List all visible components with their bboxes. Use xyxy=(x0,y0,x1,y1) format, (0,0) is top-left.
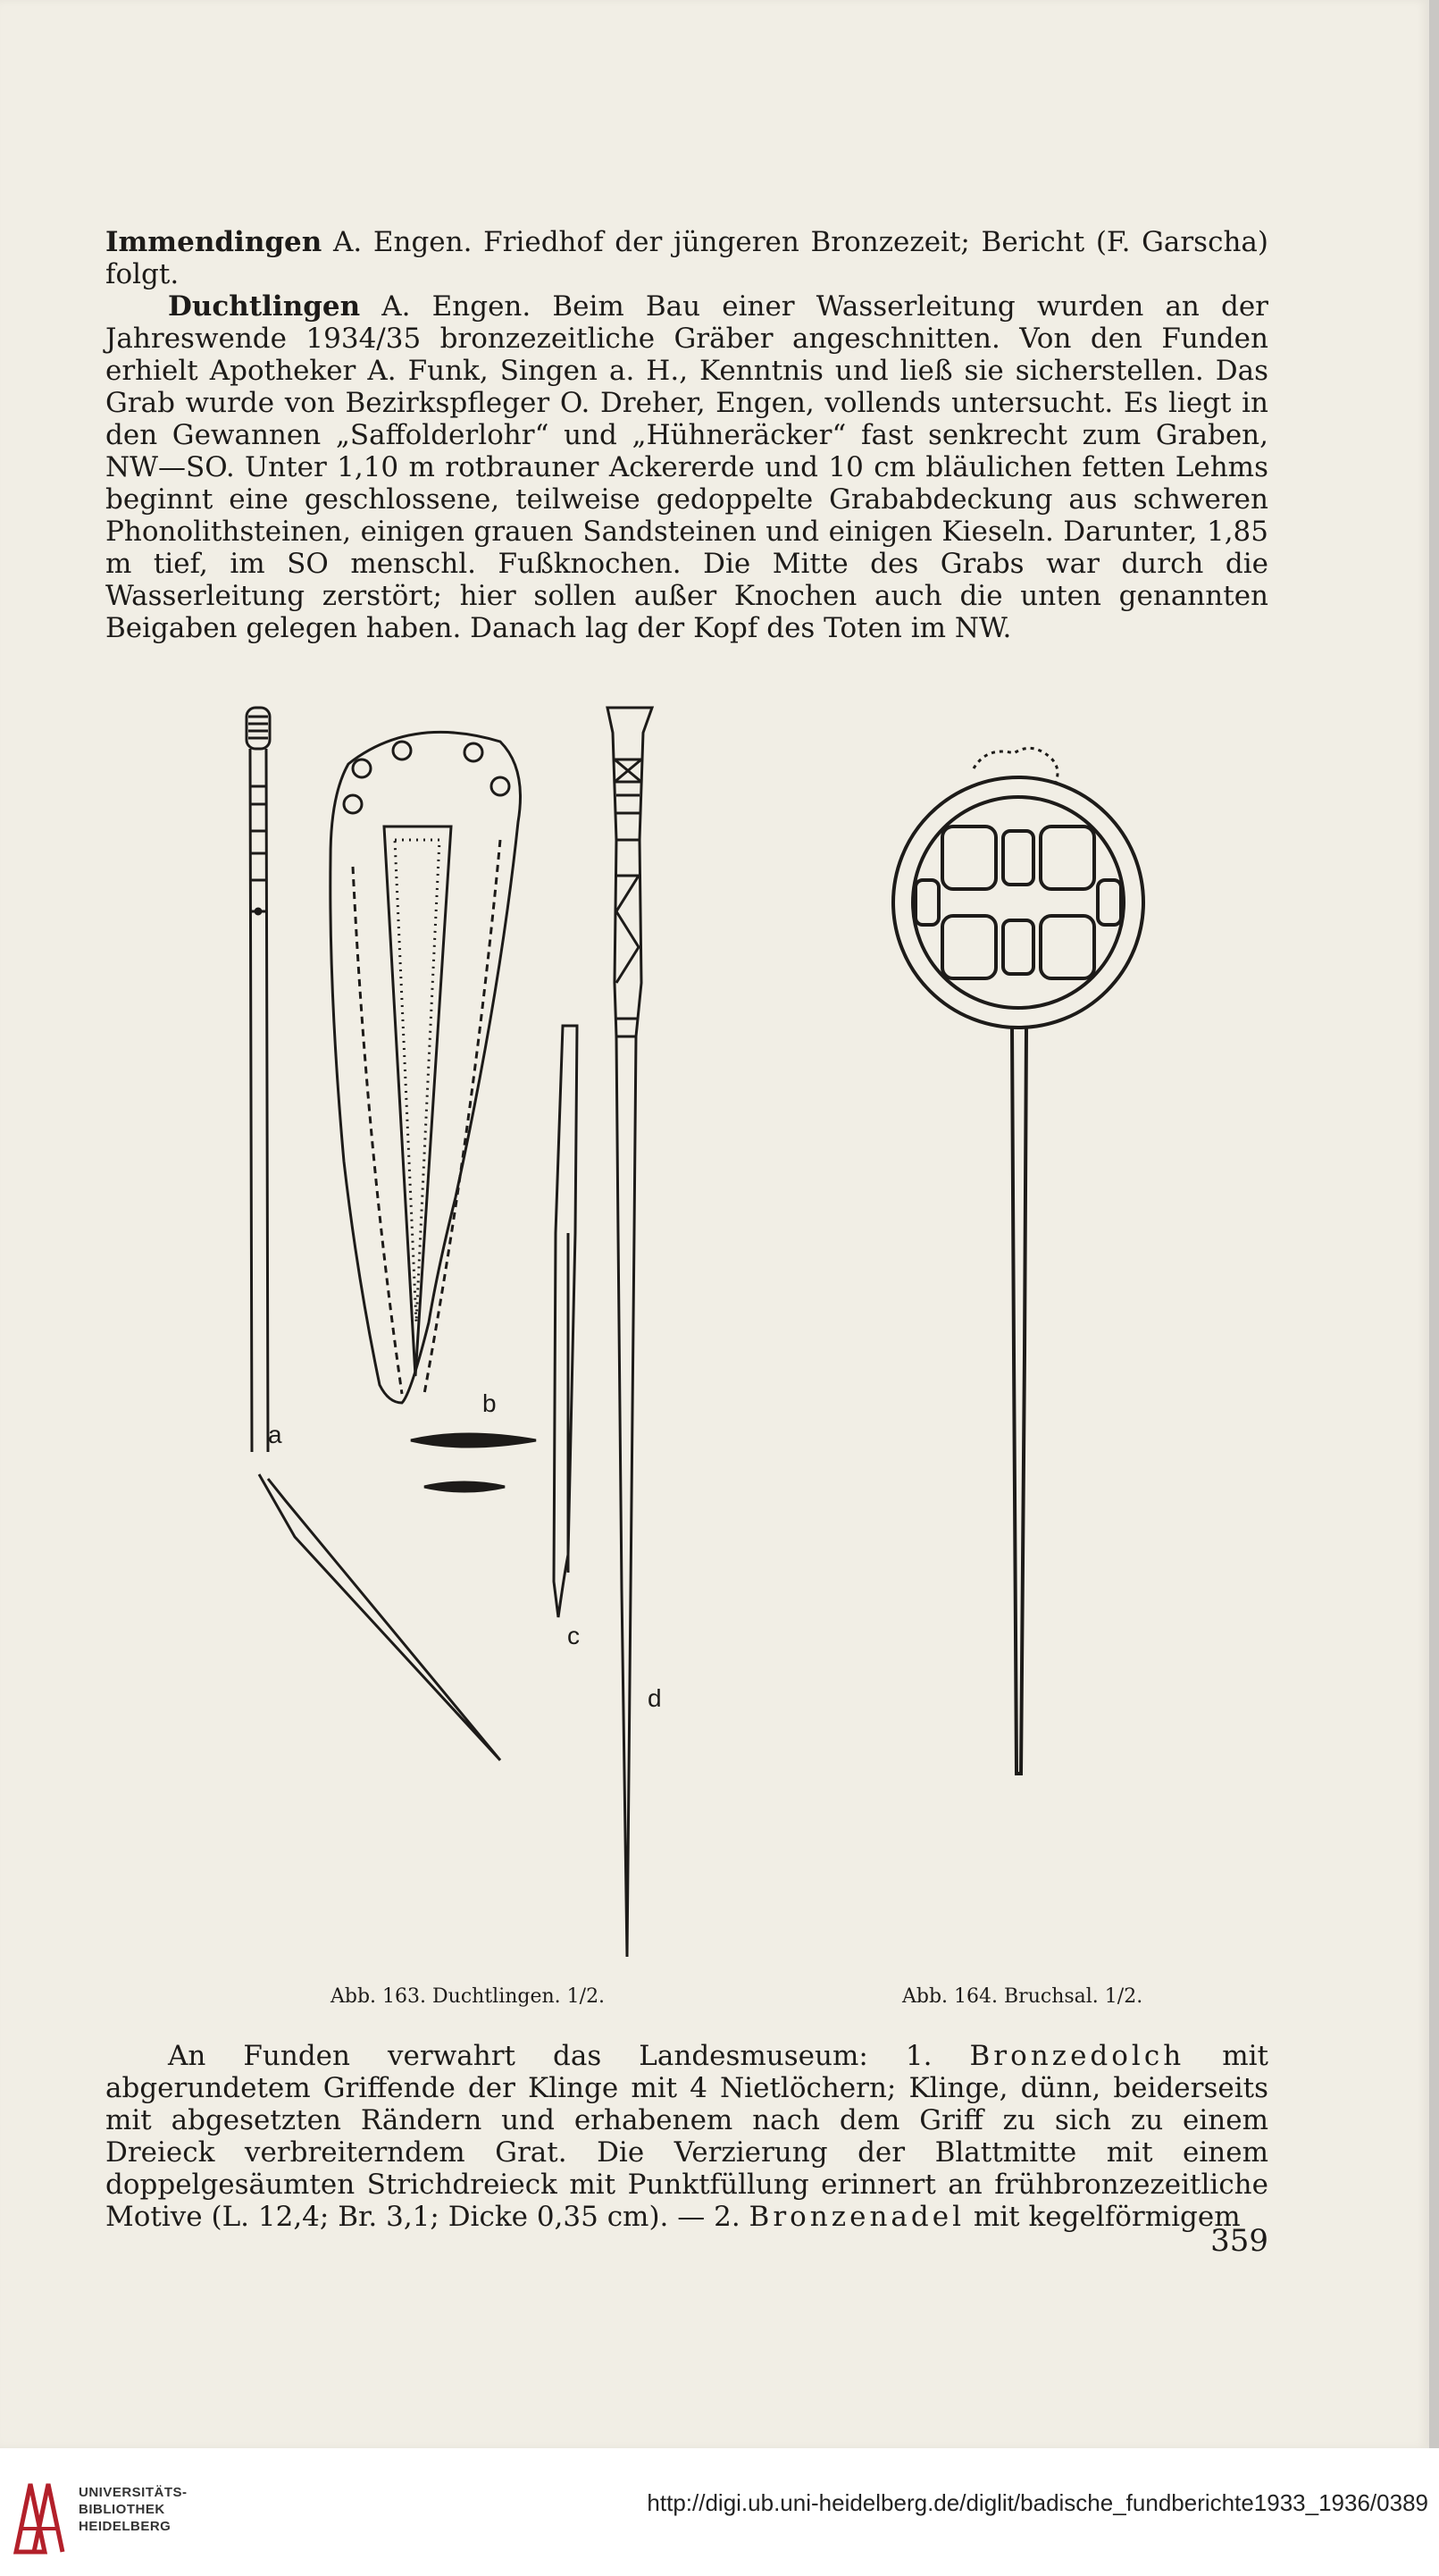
entry-heading-immendingen: Immendingen xyxy=(105,226,322,258)
label-b: b xyxy=(482,1389,497,1417)
label-a: a xyxy=(268,1421,282,1448)
source-url-link[interactable]: http://digi.ub.uni-heidelberg.de/diglit/badische_fundberichte1933_1936/0389 xyxy=(647,2489,1428,2516)
paragraph-duchtlingen xyxy=(105,226,1268,644)
pin-a-drawing xyxy=(247,708,500,1760)
page-number: 359 xyxy=(1210,2223,1268,2259)
library-name-line-1: UNIVERSITÄTS- xyxy=(79,2485,188,2500)
item-1-heading: Bronzedolch xyxy=(969,2040,1185,2072)
dagger-section-2 xyxy=(424,1482,505,1491)
caption-figure-163: Abb. 163. Duchtlingen. 1/2. xyxy=(330,1985,606,2008)
library-name-line-2: BIBLIOTHEK xyxy=(79,2502,165,2517)
item-2-heading: Bronzenadel xyxy=(749,2201,966,2233)
entry-text-immendingen: A. Engen. Friedhof der jüngeren Bronzezeit; Bericht (F. Garscha) folgt. xyxy=(105,226,1268,290)
finds-intro: An Funden verwahrt das Landesmuseum: 1. xyxy=(168,2040,933,2072)
paragraph-finds xyxy=(105,2040,1268,2233)
needle-d-drawing xyxy=(607,708,652,1957)
wheel-spokes xyxy=(916,827,1121,978)
dagger-section-1 xyxy=(411,1434,536,1447)
caption-figure-164: Abb. 164. Bruchsal. 1/2. xyxy=(902,1985,1143,2008)
label-c: c xyxy=(567,1622,580,1649)
entry-text-duchtlingen: A. Engen. Beim Bau einer Wasserleitung wurden an der Jahreswende 1934/35 bronzezeitliche Gräber angeschnitten. Von den Funden erhielt Apotheker A. Funk, Singen a. H., Kenntnis und ließ sie sicherstellen. Das Grab wurde von Bezirkspfleger O. Dreher, Engen, vollends untersucht. Es liegt in den Gewannen „Saffolderlohr“ und „Hühneräcker“ fast senkrecht zum Graben, NW—SO. Unter 1,10 m rotbrauner Ackererde und 10 cm bläulichen fetten Lehms beginnt eine geschlossene, teilweise gedoppelte Grababdeckung aus schweren Phonolithsteinen, einigen grauen Sandsteinen und einigen Kieseln. Darunter, 1,85 m tief, im SO menschl. Fußknochen. Die Mitte des Grabs war durch die Wasserleitung zerstört; hier sollen außer Knochen auch die unten genannten Beigaben gelegen haben. Danach lag der Kopf des Toten im NW. xyxy=(105,290,1268,644)
item-2-text: mit kegelförmigem xyxy=(973,2201,1241,2233)
dagger-b-drawing xyxy=(330,732,521,1403)
library-name xyxy=(79,2484,188,2535)
figure-164-drawing xyxy=(889,728,1166,1800)
footer-bar xyxy=(0,2448,1439,2576)
needle-c-drawing xyxy=(554,1026,577,1617)
university-library-logo xyxy=(13,2477,70,2555)
entry-heading-duchtlingen: Duchtlingen xyxy=(168,290,361,323)
figure-163-drawing xyxy=(232,697,697,1984)
item-1-text: mit abgerundetem Griffende der Klinge mit 4 Nietlöchern; Klinge, dünn, beiderseits mit abgesetzten Rändern und erhabenem nach dem Griff zu sich zu einem Dreieck verbreiterndem Grat. Die Verzierung der Blattmitte mit einem doppelgesäumten Strichdreieck mit Punktfüllung erinnert an frühbronzezeitliche Motive (L. 12,4; Br. 3,1; Dicke 0,35 cm). — 2. xyxy=(105,2040,1268,2233)
label-d: d xyxy=(648,1684,662,1712)
library-name-line-3: HEIDELBERG xyxy=(79,2519,172,2534)
